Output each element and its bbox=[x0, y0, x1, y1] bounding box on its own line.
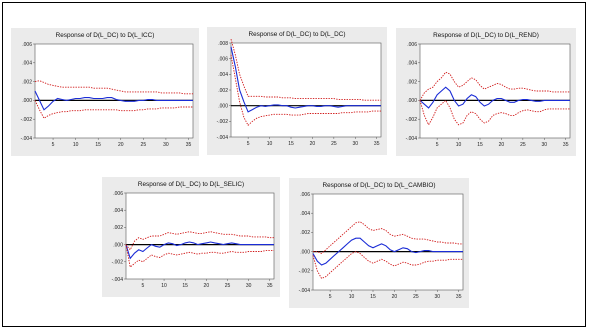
x-tick-label: 20 bbox=[203, 283, 210, 289]
y-tick-label: -.002 bbox=[20, 117, 32, 123]
y-tick-label: .006 bbox=[407, 41, 417, 48]
y-tick-label: .000 bbox=[22, 98, 32, 105]
y-tick-label: -.002 bbox=[111, 259, 123, 266]
x-tick-label: 35 bbox=[266, 283, 273, 289]
x-tick-label: 30 bbox=[163, 142, 169, 148]
x-tick-label: 25 bbox=[140, 142, 147, 148]
y-tick-label: .000 bbox=[113, 242, 123, 249]
x-tick-label: 20 bbox=[498, 142, 505, 148]
x-tick-label: 35 bbox=[373, 141, 380, 147]
x-tick-label: 5 bbox=[141, 283, 145, 289]
y-tick-label: .006 bbox=[113, 190, 123, 197]
x-tick-label: 10 bbox=[72, 142, 79, 148]
y-tick-label: .000 bbox=[300, 249, 310, 256]
y-tick-label: .004 bbox=[300, 211, 310, 217]
y-tick-label: -.002 bbox=[216, 119, 228, 126]
y-tick-label: .004 bbox=[113, 208, 123, 214]
x-tick-label: 35 bbox=[562, 142, 569, 148]
y-tick-label: -.004 bbox=[405, 135, 417, 142]
irf-panel-cambio bbox=[289, 178, 469, 308]
y-tick-label: -.004 bbox=[111, 276, 123, 283]
plot-area bbox=[231, 43, 381, 137]
y-tick-label: .002 bbox=[300, 230, 310, 237]
y-tick-label: .000 bbox=[218, 103, 228, 110]
chart-title: Response of D(L_DC) to D(L_REND) bbox=[433, 32, 539, 39]
chart-title: Response of D(L_DC) to D(L_SELIC) bbox=[137, 181, 245, 188]
x-tick-label: 30 bbox=[245, 283, 252, 289]
irf-panel-rend bbox=[396, 28, 576, 156]
x-tick-label: 25 bbox=[331, 141, 337, 147]
x-tick-label: 10 bbox=[266, 141, 273, 147]
x-tick-label: 10 bbox=[161, 283, 167, 289]
chart-title: Response of D(L_DC) to D(L_ICC) bbox=[55, 32, 155, 39]
y-tick-label: -.002 bbox=[298, 268, 310, 275]
chart-title: Response of D(L_DC) to D(L_DC) bbox=[248, 31, 346, 38]
x-tick-label: 5 bbox=[51, 142, 55, 148]
x-tick-label: 10 bbox=[348, 294, 355, 300]
x-tick-label: 20 bbox=[309, 141, 316, 147]
irf-chart-cambio bbox=[289, 178, 469, 308]
y-tick-label: .002 bbox=[22, 79, 32, 86]
y-tick-label: -.004 bbox=[216, 134, 228, 141]
x-tick-label: 20 bbox=[391, 294, 398, 300]
x-tick-label: 15 bbox=[182, 283, 188, 289]
y-tick-label: .002 bbox=[407, 79, 417, 86]
irf-chart-icc bbox=[11, 28, 199, 156]
y-tick-label: .006 bbox=[22, 41, 32, 48]
x-tick-label: 10 bbox=[455, 142, 462, 148]
y-tick-label: .002 bbox=[113, 225, 123, 232]
x-tick-label: 30 bbox=[541, 142, 548, 148]
x-tick-label: 30 bbox=[352, 141, 359, 147]
x-tick-label: 15 bbox=[477, 142, 483, 148]
y-tick-label: .004 bbox=[22, 60, 32, 67]
x-tick-label: 30 bbox=[434, 294, 441, 300]
y-tick-label: .006 bbox=[300, 191, 310, 198]
y-tick-label: .004 bbox=[407, 60, 417, 67]
plot-area bbox=[126, 193, 274, 279]
y-tick-label: -.002 bbox=[405, 117, 417, 123]
irf-panel-selic bbox=[102, 177, 280, 297]
irf-chart-rend bbox=[396, 28, 576, 156]
x-tick-label: 35 bbox=[185, 142, 192, 148]
y-tick-label: .000 bbox=[407, 98, 417, 105]
y-tick-label: .006 bbox=[218, 56, 228, 63]
x-tick-label: 5 bbox=[328, 294, 332, 300]
x-tick-label: 15 bbox=[370, 294, 376, 300]
x-tick-label: 5 bbox=[435, 142, 439, 148]
x-tick-label: 15 bbox=[95, 142, 101, 148]
y-tick-label: -.004 bbox=[298, 287, 310, 294]
x-tick-label: 15 bbox=[288, 141, 294, 147]
y-tick-label: .002 bbox=[218, 87, 228, 94]
x-tick-label: 35 bbox=[455, 294, 462, 300]
y-tick-label: -.004 bbox=[20, 135, 32, 142]
irf-panel-dc bbox=[207, 27, 387, 155]
x-tick-label: 25 bbox=[224, 283, 231, 289]
irf-chart-selic bbox=[102, 177, 280, 297]
x-tick-label: 5 bbox=[246, 141, 250, 147]
irf-panel-icc bbox=[11, 28, 199, 156]
x-tick-label: 25 bbox=[520, 142, 526, 148]
x-tick-label: 20 bbox=[117, 142, 124, 148]
chart-title: Response of D(L_DC) to D(L_CAMBIO) bbox=[322, 182, 436, 189]
y-tick-label: .004 bbox=[218, 72, 228, 79]
x-tick-label: 25 bbox=[413, 294, 419, 300]
y-tick-label: .008 bbox=[218, 40, 228, 47]
irf-chart-dc bbox=[207, 27, 387, 155]
plot-area bbox=[35, 44, 193, 138]
